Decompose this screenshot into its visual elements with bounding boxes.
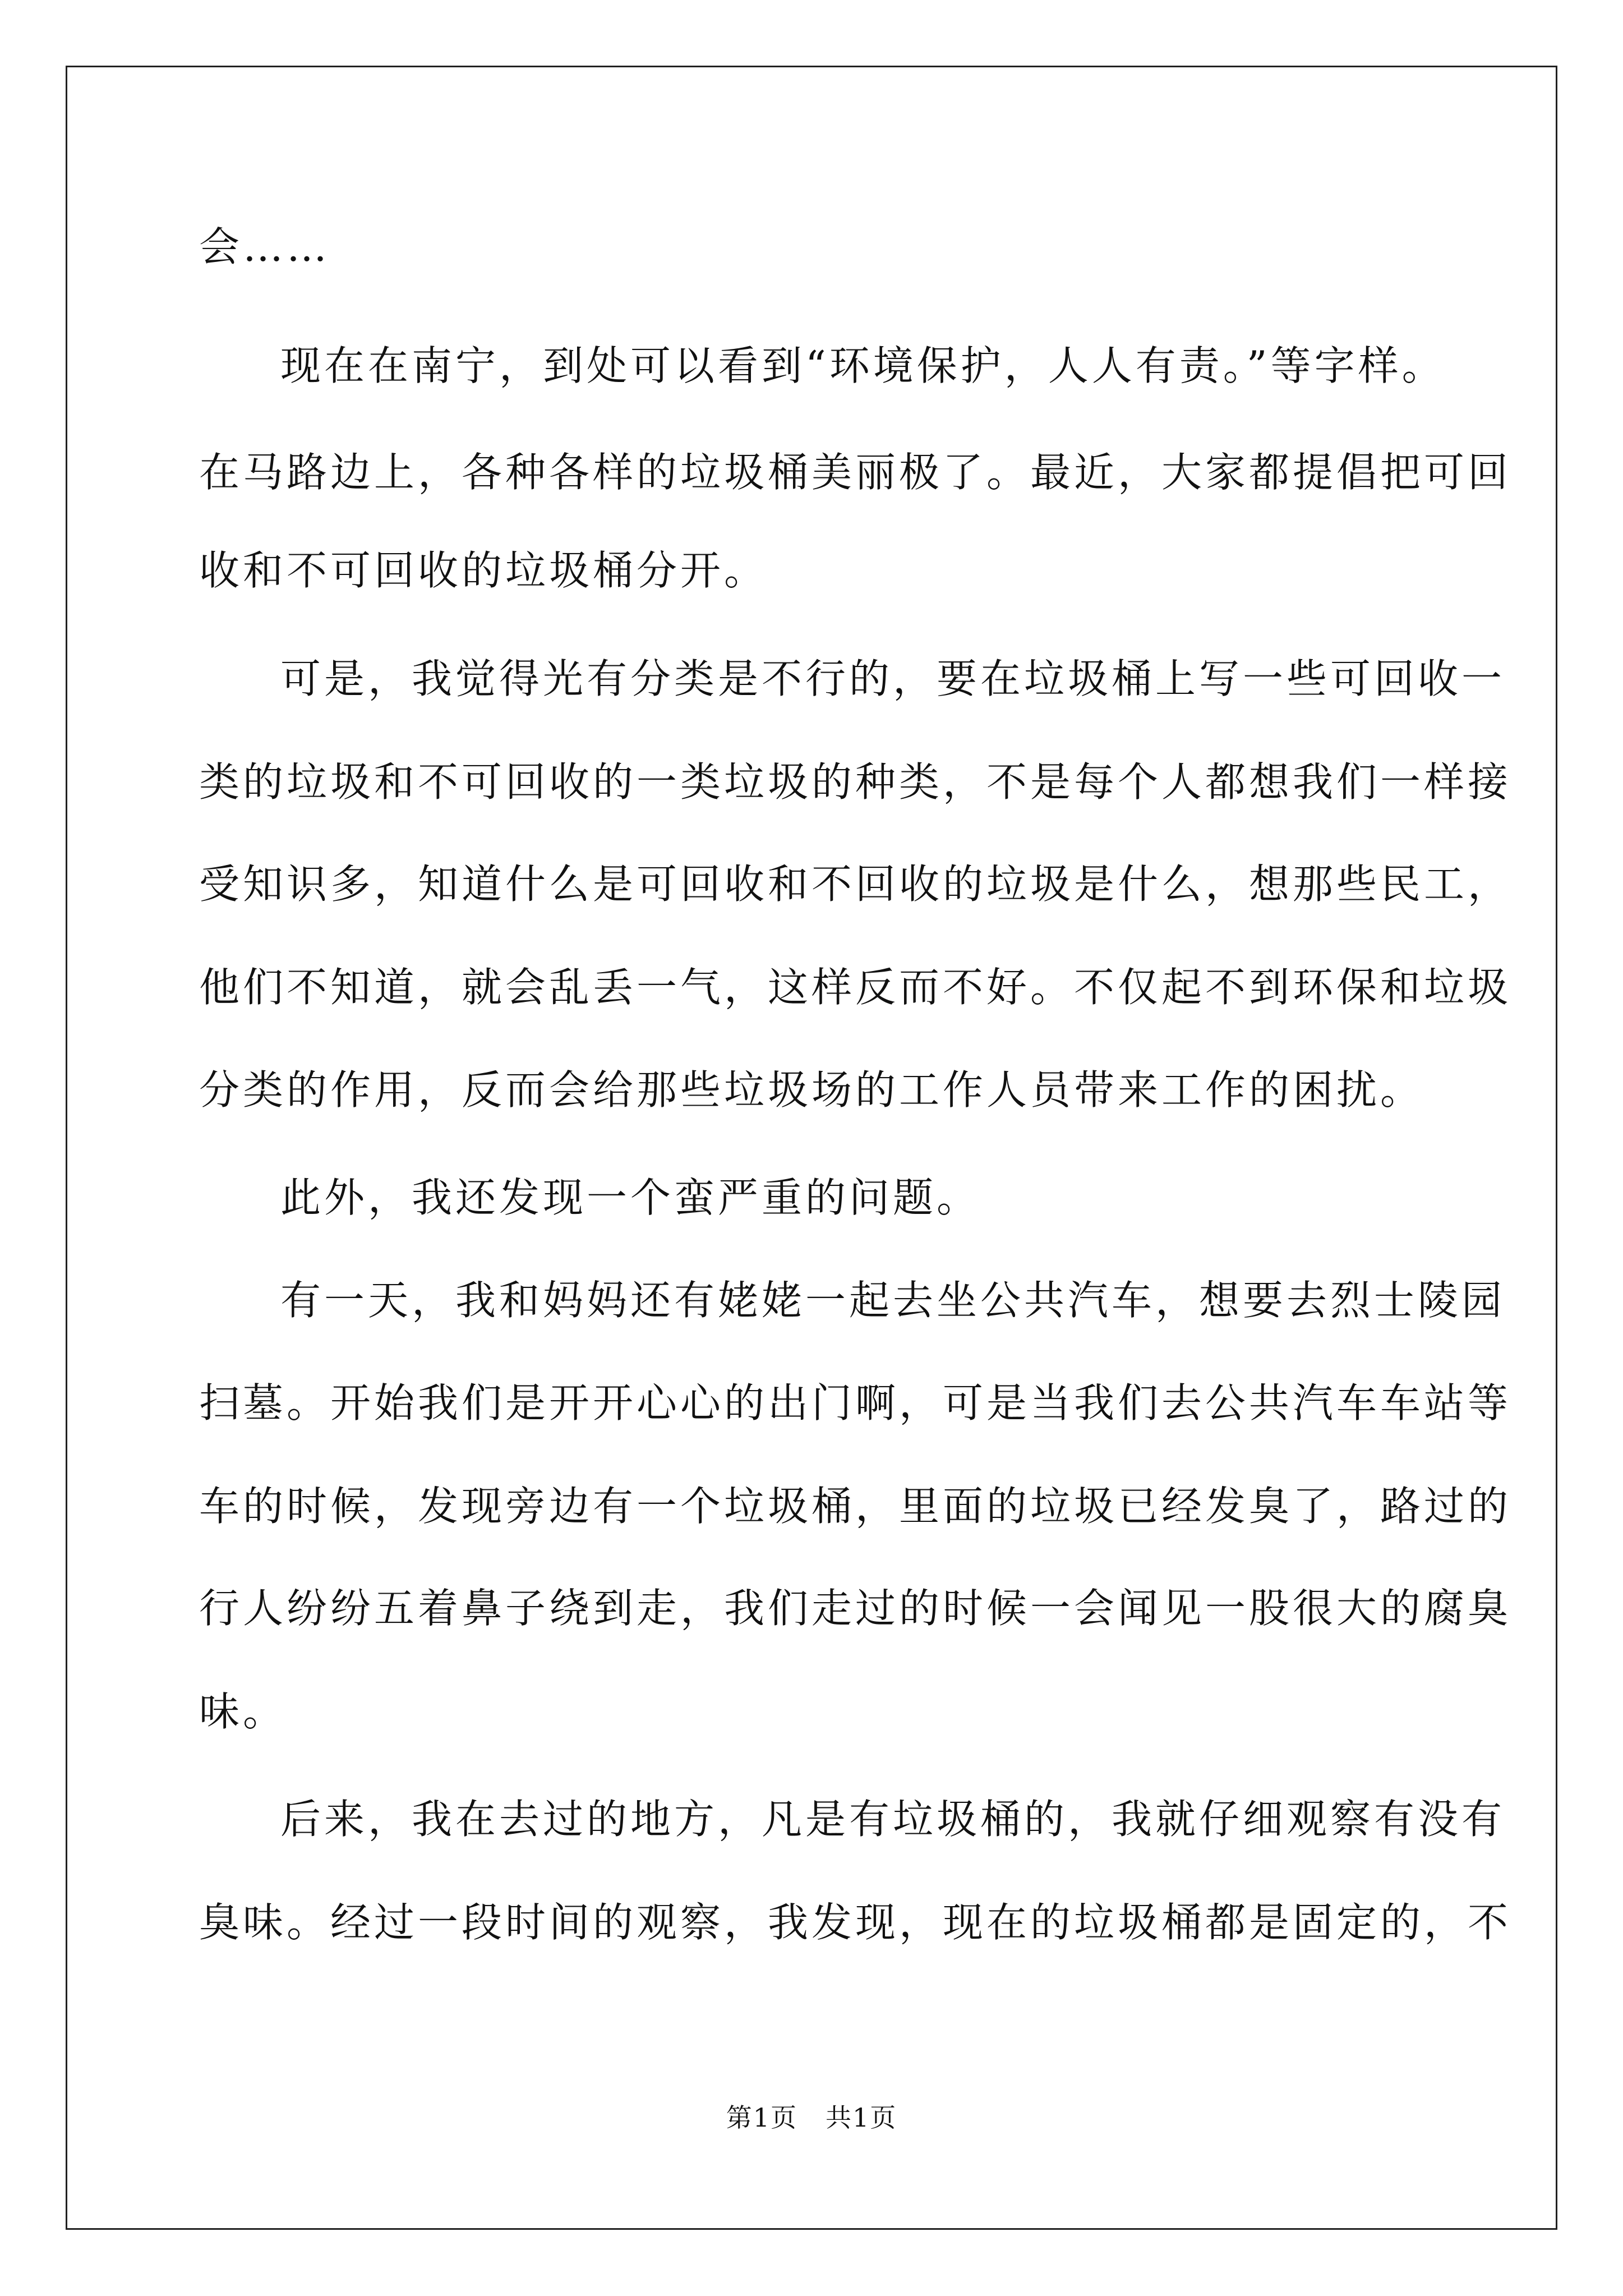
page-footer <box>0 2101 1623 2134</box>
text-line: 在马路边上，各种各样的垃圾桶美丽极了。最近，大家都提倡把可回 <box>199 449 1512 496</box>
text-line: 有一天，我和妈妈还有姥姥一起去坐公共汽车，想要去烈士陵园 <box>280 1277 1506 1324</box>
text-line: 可是，我觉得光有分类是不行的，要在垃圾桶上写一些可回收一 <box>280 655 1506 702</box>
text-line: 受知识多，知道什么是可回收和不回收的垃圾是什么，想那些民工， <box>199 861 1512 908</box>
page-number-current: 第1页 <box>726 2102 797 2133</box>
text-line: 后来，我在去过的地方，凡是有垃圾桶的，我就仔细观察有没有 <box>280 1796 1506 1843</box>
text-line: 扫墓。开始我们是开开心心的出门啊，可是当我们去公共汽车车站等 <box>199 1379 1512 1427</box>
text-line: 味。 <box>199 1688 287 1735</box>
text-line: 他们不知道，就会乱丢一气，这样反而不好。不仅起不到环保和垃圾 <box>199 964 1512 1011</box>
text-line: 类的垃圾和不可回收的一类垃圾的种类，不是每个人都想我们一样接 <box>199 758 1512 806</box>
page-number-total: 共1页 <box>826 2102 897 2133</box>
text-line: 行人纷纷五着鼻子绕到走，我们走过的时候一会闻见一股很大的腐臭 <box>199 1585 1512 1632</box>
text-line: 现在在南宁，到处可以看到“环境保护，人人有责。”等字样。 <box>280 342 1446 389</box>
text-line: 收和不可回收的垃圾桶分开。 <box>199 547 768 594</box>
text-line: 臭味。经过一段时间的观察，我发现，现在的垃圾桶都是固定的，不 <box>199 1899 1512 1946</box>
text-line: 分类的作用，反而会给那些垃圾场的工作人员带来工作的困扰。 <box>199 1066 1424 1114</box>
text-line: 此外，我还发现一个蛮严重的问题。 <box>280 1174 981 1221</box>
text-line: 车的时候，发现旁边有一个垃圾桶，里面的垃圾已经发臭了，路过的 <box>199 1483 1512 1530</box>
text-line: 会…… <box>199 223 331 270</box>
